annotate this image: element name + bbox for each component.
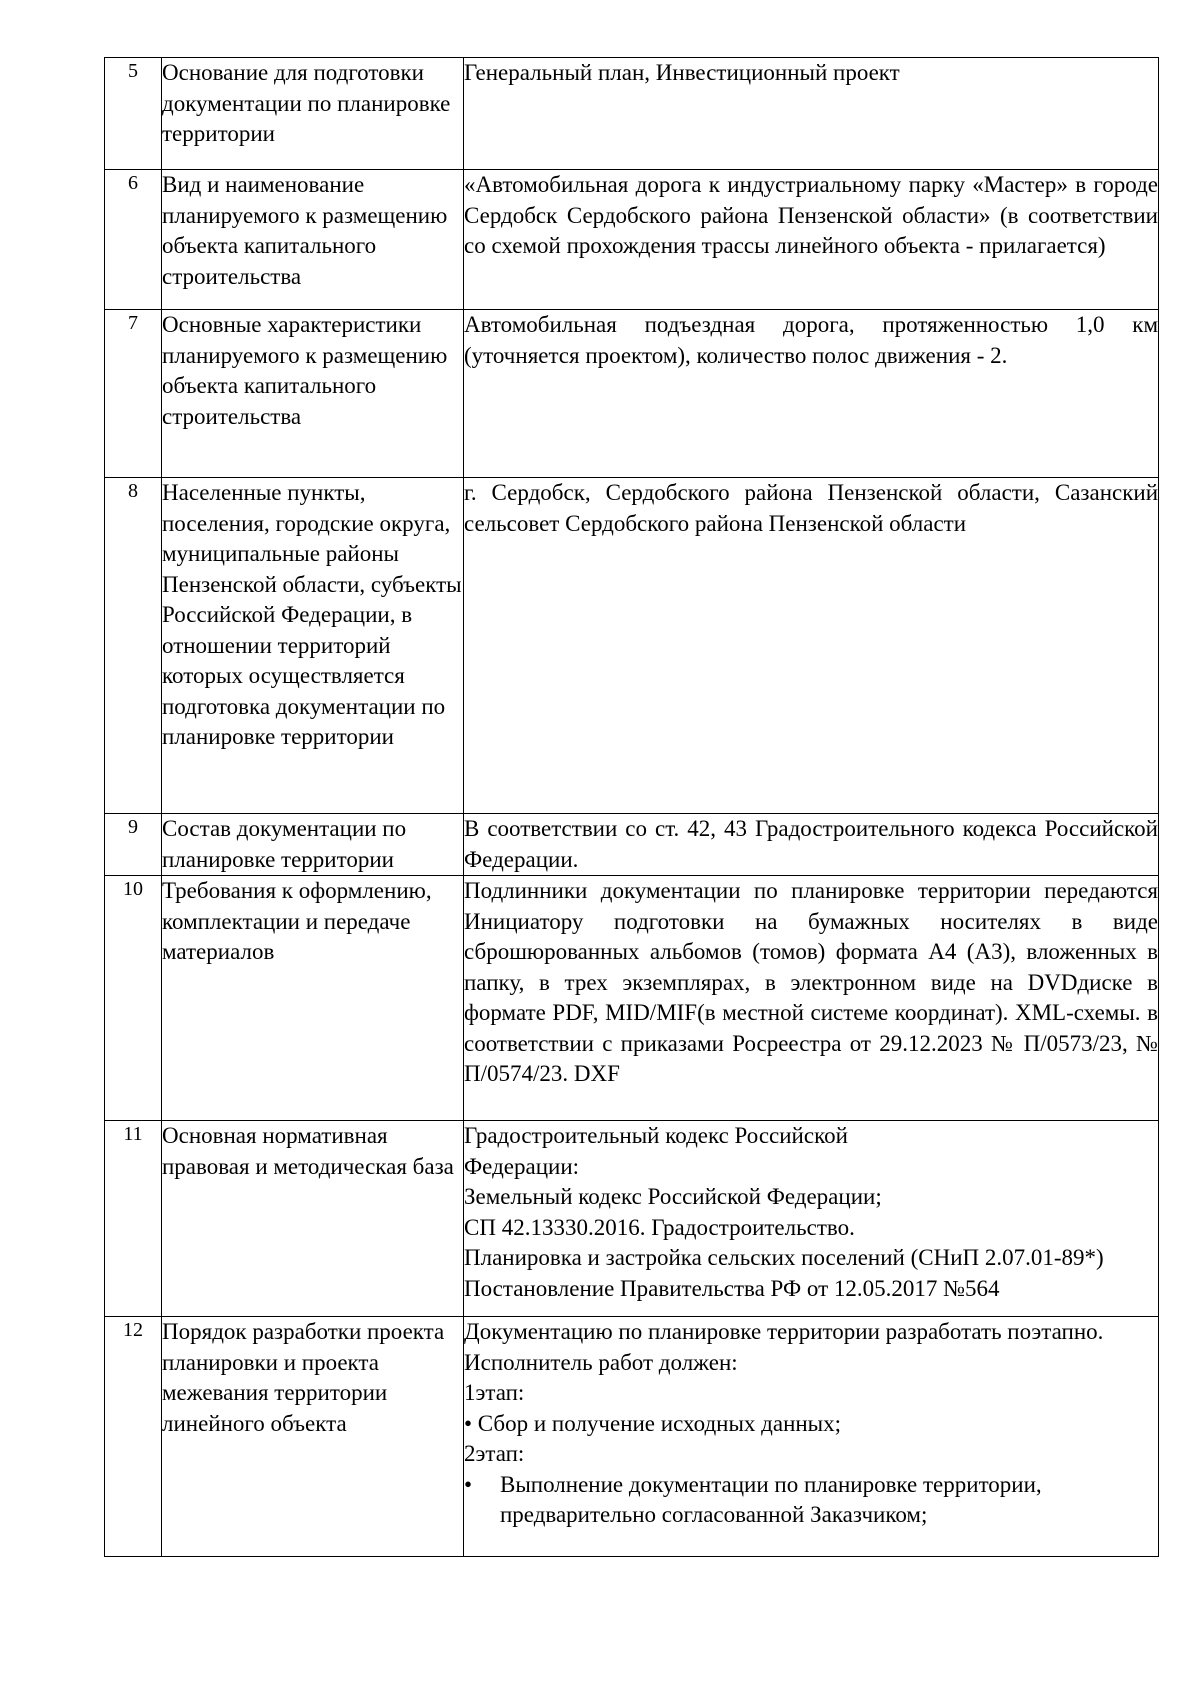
row-value: Генеральный план, Инвестиционный проект (464, 58, 1159, 170)
row-number: 8 (105, 478, 162, 814)
table-row (105, 58, 1159, 170)
table-row (105, 310, 1159, 478)
bullet-mark: • (464, 1471, 473, 1497)
row-label: Населенные пункты, поселения, городские округа, муниципальные районы Пензенской области, субъекты Российской Федерации, в отношении территорий которых осуществляется подготовка документации по планировке территории (162, 478, 464, 814)
table-row (105, 478, 1159, 814)
row-number: 7 (105, 310, 162, 478)
row-label: Вид и наименование планируемого к размещению объекта капитального строительства (162, 170, 464, 310)
row-label: Состав документации по планировке территории (162, 814, 464, 876)
row-value: Автомобильная подъездная дорога, протяженностью 1,0 км (уточняется проектом), количество полос движения - 2. (464, 310, 1159, 478)
row-value: Подлинники документации по планировке территории передаются Инициатору подготовки на бумажных носителях в виде сброшюрованных альбомов (томов) формата А4 (А3), вложенных в папку, в трех экземплярах, в электронном виде на DVDдиске в формате PDF, MID/MIF(в местной системе координат). XML-схемы. в соответствии с приказами Росреестра от 29.12.2023 № П/0573/23, № П/0574/23. DXF (464, 876, 1159, 1121)
row-number: 6 (105, 170, 162, 310)
row-value (464, 1317, 1159, 1557)
value-line: • Сбор и получение исходных данных; (464, 1410, 842, 1436)
row-value: «Автомобильная дорога к индустриальному парку «Мастер» в городе Сердобск Сердобского района Пензенской области» (в соответствии со схемой прохождения трассы линейного объекта - прилагается) (464, 170, 1159, 310)
value-line: Земельный кодекс Российской Федерации; (464, 1184, 882, 1209)
row-label: Основные характеристики планируемого к размещению объекта капитального строительства (162, 310, 464, 478)
value-line: Исполнитель работ должен: (464, 1349, 738, 1375)
table-row (105, 1317, 1159, 1557)
row-number: 9 (105, 814, 162, 876)
row-label: Основная нормативная правовая и методическая база (162, 1121, 464, 1317)
value-line: Планировка и застройка сельских поселений (СНиП 2.07.01-89*) (464, 1245, 1104, 1270)
value-line: 2этап: (464, 1441, 525, 1466)
value-line: СП 42.13330.2016. Градостроительство. (464, 1214, 855, 1240)
row-value: г. Сердобск, Сердобского района Пензенской области, Сазанский сельсовет Сердобского района Пензенской области (464, 478, 1159, 814)
row-number: 5 (105, 58, 162, 170)
value-line: Документацию по планировке территории разработать поэтапно. (464, 1319, 1104, 1344)
row-value: В соответствии со ст. 42, 43 Градостроительного кодекса Российской Федерации. (464, 814, 1159, 876)
row-label: Основание для подготовки документации по планировке территории (162, 58, 464, 170)
row-label: Порядок разработки проекта планировки и проекта межевания территории линейного объекта (162, 1317, 464, 1557)
table-row (105, 814, 1159, 876)
bullet-item (464, 1470, 1158, 1531)
value-line: Постановление Правительства РФ от 12.05.2017 №564 (464, 1275, 1000, 1301)
value-line: Градостроительный кодекс Российской (464, 1123, 848, 1148)
value-line: Федерации: (464, 1153, 580, 1179)
row-number: 12 (105, 1317, 162, 1557)
row-label: Требования к оформлению, комплектации и передаче материалов (162, 876, 464, 1121)
table-row (105, 876, 1159, 1121)
table-row (105, 1121, 1159, 1317)
row-number: 11 (105, 1121, 162, 1317)
terms-table (104, 57, 1159, 1557)
row-number: 10 (105, 876, 162, 1121)
bullet-text: Выполнение документации по планировке территории, предварительно согласованной Заказчиком; (500, 1471, 1042, 1527)
table-row (105, 170, 1159, 310)
row-value (464, 1121, 1159, 1317)
value-line: 1этап: (464, 1380, 525, 1405)
